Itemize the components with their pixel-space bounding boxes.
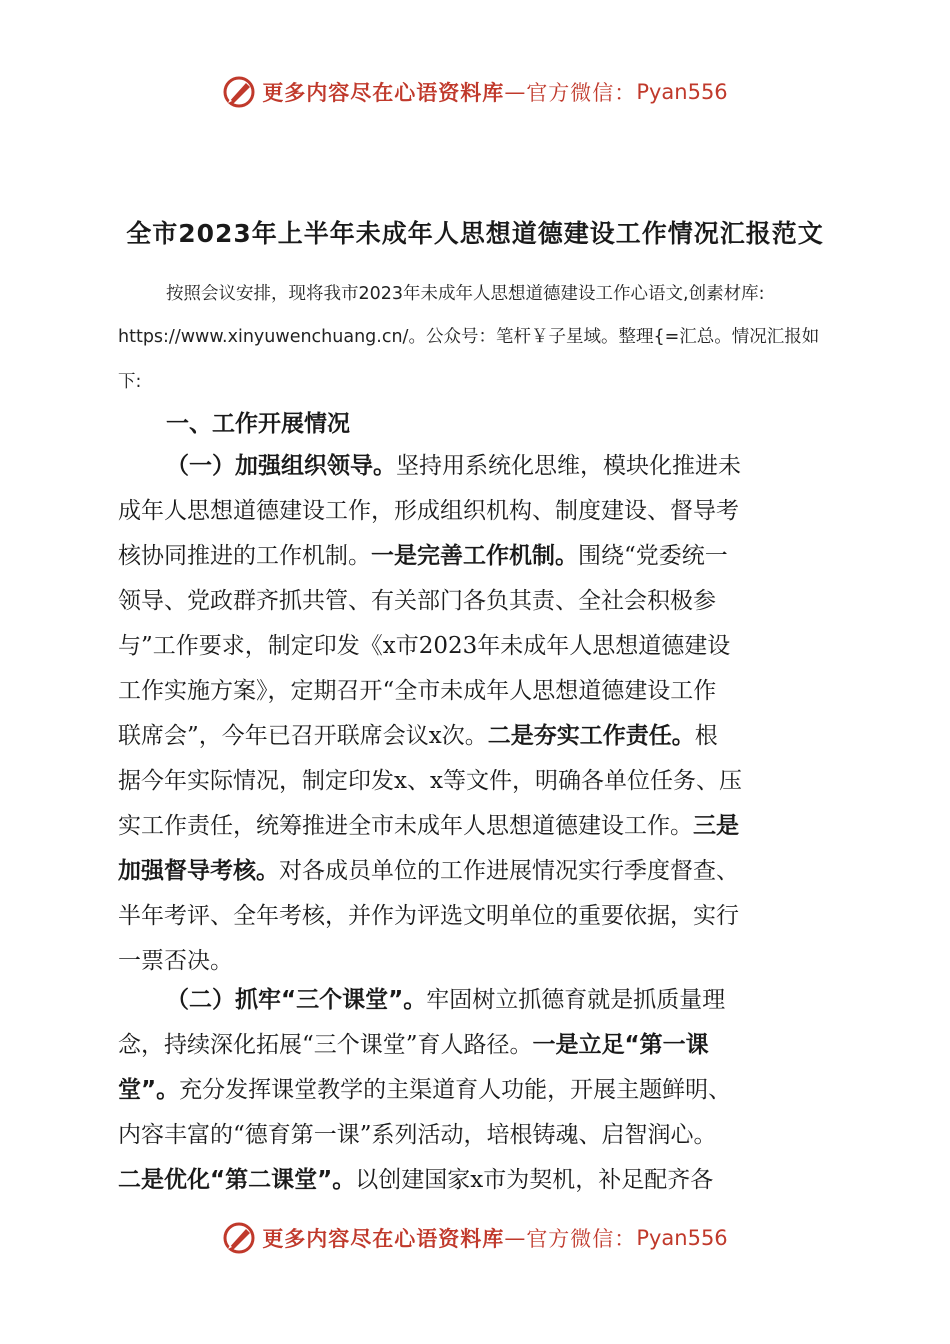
paragraph-2 xyxy=(118,978,830,1203)
paragraph-1 xyxy=(118,444,830,984)
banner-wechat-label: 官方微信： xyxy=(526,81,637,105)
banner-wechat-id: Pyan556 xyxy=(636,80,728,104)
header-watermark-banner xyxy=(0,72,950,112)
banner-site-text: 更多内容尽在心语资料库 xyxy=(262,81,505,105)
document-title: 全市2023年上半年未成年人思想道德建设工作情况汇报范文 xyxy=(126,219,824,248)
para2-bold: 二是优化“第二课堂”。 xyxy=(118,1167,356,1193)
intro-line-3: 下: xyxy=(118,372,142,392)
banner-dash: — xyxy=(504,80,527,104)
para1-line: 领导、党政群齐抓共管、有关部门各负其责、全社会积极参 xyxy=(118,588,716,614)
para1-text: 核协同推进的工作机制。 xyxy=(118,543,371,569)
para1-bold: 三是 xyxy=(693,813,739,839)
para2-line xyxy=(118,1158,830,1203)
para2-line xyxy=(118,1068,830,1113)
para1-line: 据今年实际情况，制定印发x、x等文件，明确各单位任务、压 xyxy=(118,768,742,794)
para1-lead: （一）加强组织领导。 xyxy=(166,453,396,479)
para2-line xyxy=(118,1023,830,1068)
para1-bold: 一是完善工作机制。 xyxy=(371,543,578,569)
para1-bold: 加强督导考核。 xyxy=(118,858,279,884)
para1-line: 成年人思想道德建设工作，形成组织机构、制度建设、督导考 xyxy=(118,498,739,524)
para1-text: 坚持用系统化思维，模块化推进未 xyxy=(396,453,741,479)
pen-logo-icon xyxy=(222,1221,256,1255)
para2-text: 念，持续深化拓展“三个课堂”育人路径。 xyxy=(118,1032,533,1058)
pen-logo-icon xyxy=(222,75,256,109)
banner-dash: — xyxy=(504,1226,527,1250)
para1-line: 工作实施方案》，定期召开“全市未成年人思想道德建设工作 xyxy=(118,678,717,704)
para2-text: 充分发挥课堂教学的主渠道育人功能，开展主题鲜明、 xyxy=(179,1077,732,1103)
para1-text: 对各成员单位的工作进展情况实行季度督查、 xyxy=(279,858,739,884)
para2-line: 内容丰富的“德育第一课”系列活动，培根铸魂、启智润心。 xyxy=(118,1122,717,1148)
para1-line xyxy=(118,534,830,579)
para1-line xyxy=(118,444,830,489)
para2-text: 以创建国家x市为契机，补足配齐各 xyxy=(355,1167,714,1193)
para2-bold: 一是立足“第一课 xyxy=(532,1032,709,1058)
para1-text: 根 xyxy=(694,723,718,749)
para1-text: 联席会”，今年已召开联席会议x次。 xyxy=(118,723,488,749)
intro-line-1: 按照会议安排，现将我市2023年未成年人思想道德建设工作心语文,创素材库: xyxy=(166,284,765,304)
para2-text: 牢固树立抓德育就是抓质量理 xyxy=(426,987,726,1013)
para1-text: 围绕“党委统一 xyxy=(578,543,728,569)
para1-line: 半年考评、全年考核，并作为评选文明单位的重要依据，实行 xyxy=(118,903,739,929)
banner-site-text: 更多内容尽在心语资料库 xyxy=(262,1227,505,1251)
para1-line xyxy=(118,714,830,759)
para2-line xyxy=(118,978,830,1023)
section-heading: 一、工作开展情况 xyxy=(166,411,350,437)
para1-line xyxy=(118,849,830,894)
intro-line-2: https://www.xinyuwenchuang.cn/。公众号：笔杆￥子星域。整理{=汇总。情况汇报如 xyxy=(118,327,820,347)
para2-lead: （二）抓牢“三个课堂”。 xyxy=(166,987,427,1013)
footer-watermark-banner xyxy=(0,1218,950,1258)
para1-line: 与”工作要求，制定印发《x市2023年未成年人思想道德建设 xyxy=(118,633,731,659)
para1-bold: 二是夯实工作责任。 xyxy=(487,723,695,749)
banner-wechat-id: Pyan556 xyxy=(636,1226,728,1250)
para1-line xyxy=(118,804,830,849)
para1-text: 实工作责任，统筹推进全市未成年人思想道德建设工作。 xyxy=(118,813,693,839)
para1-line: 一票否决。 xyxy=(118,948,233,974)
para2-bold: 堂”。 xyxy=(118,1077,180,1103)
banner-wechat-label: 官方微信： xyxy=(526,1227,637,1251)
